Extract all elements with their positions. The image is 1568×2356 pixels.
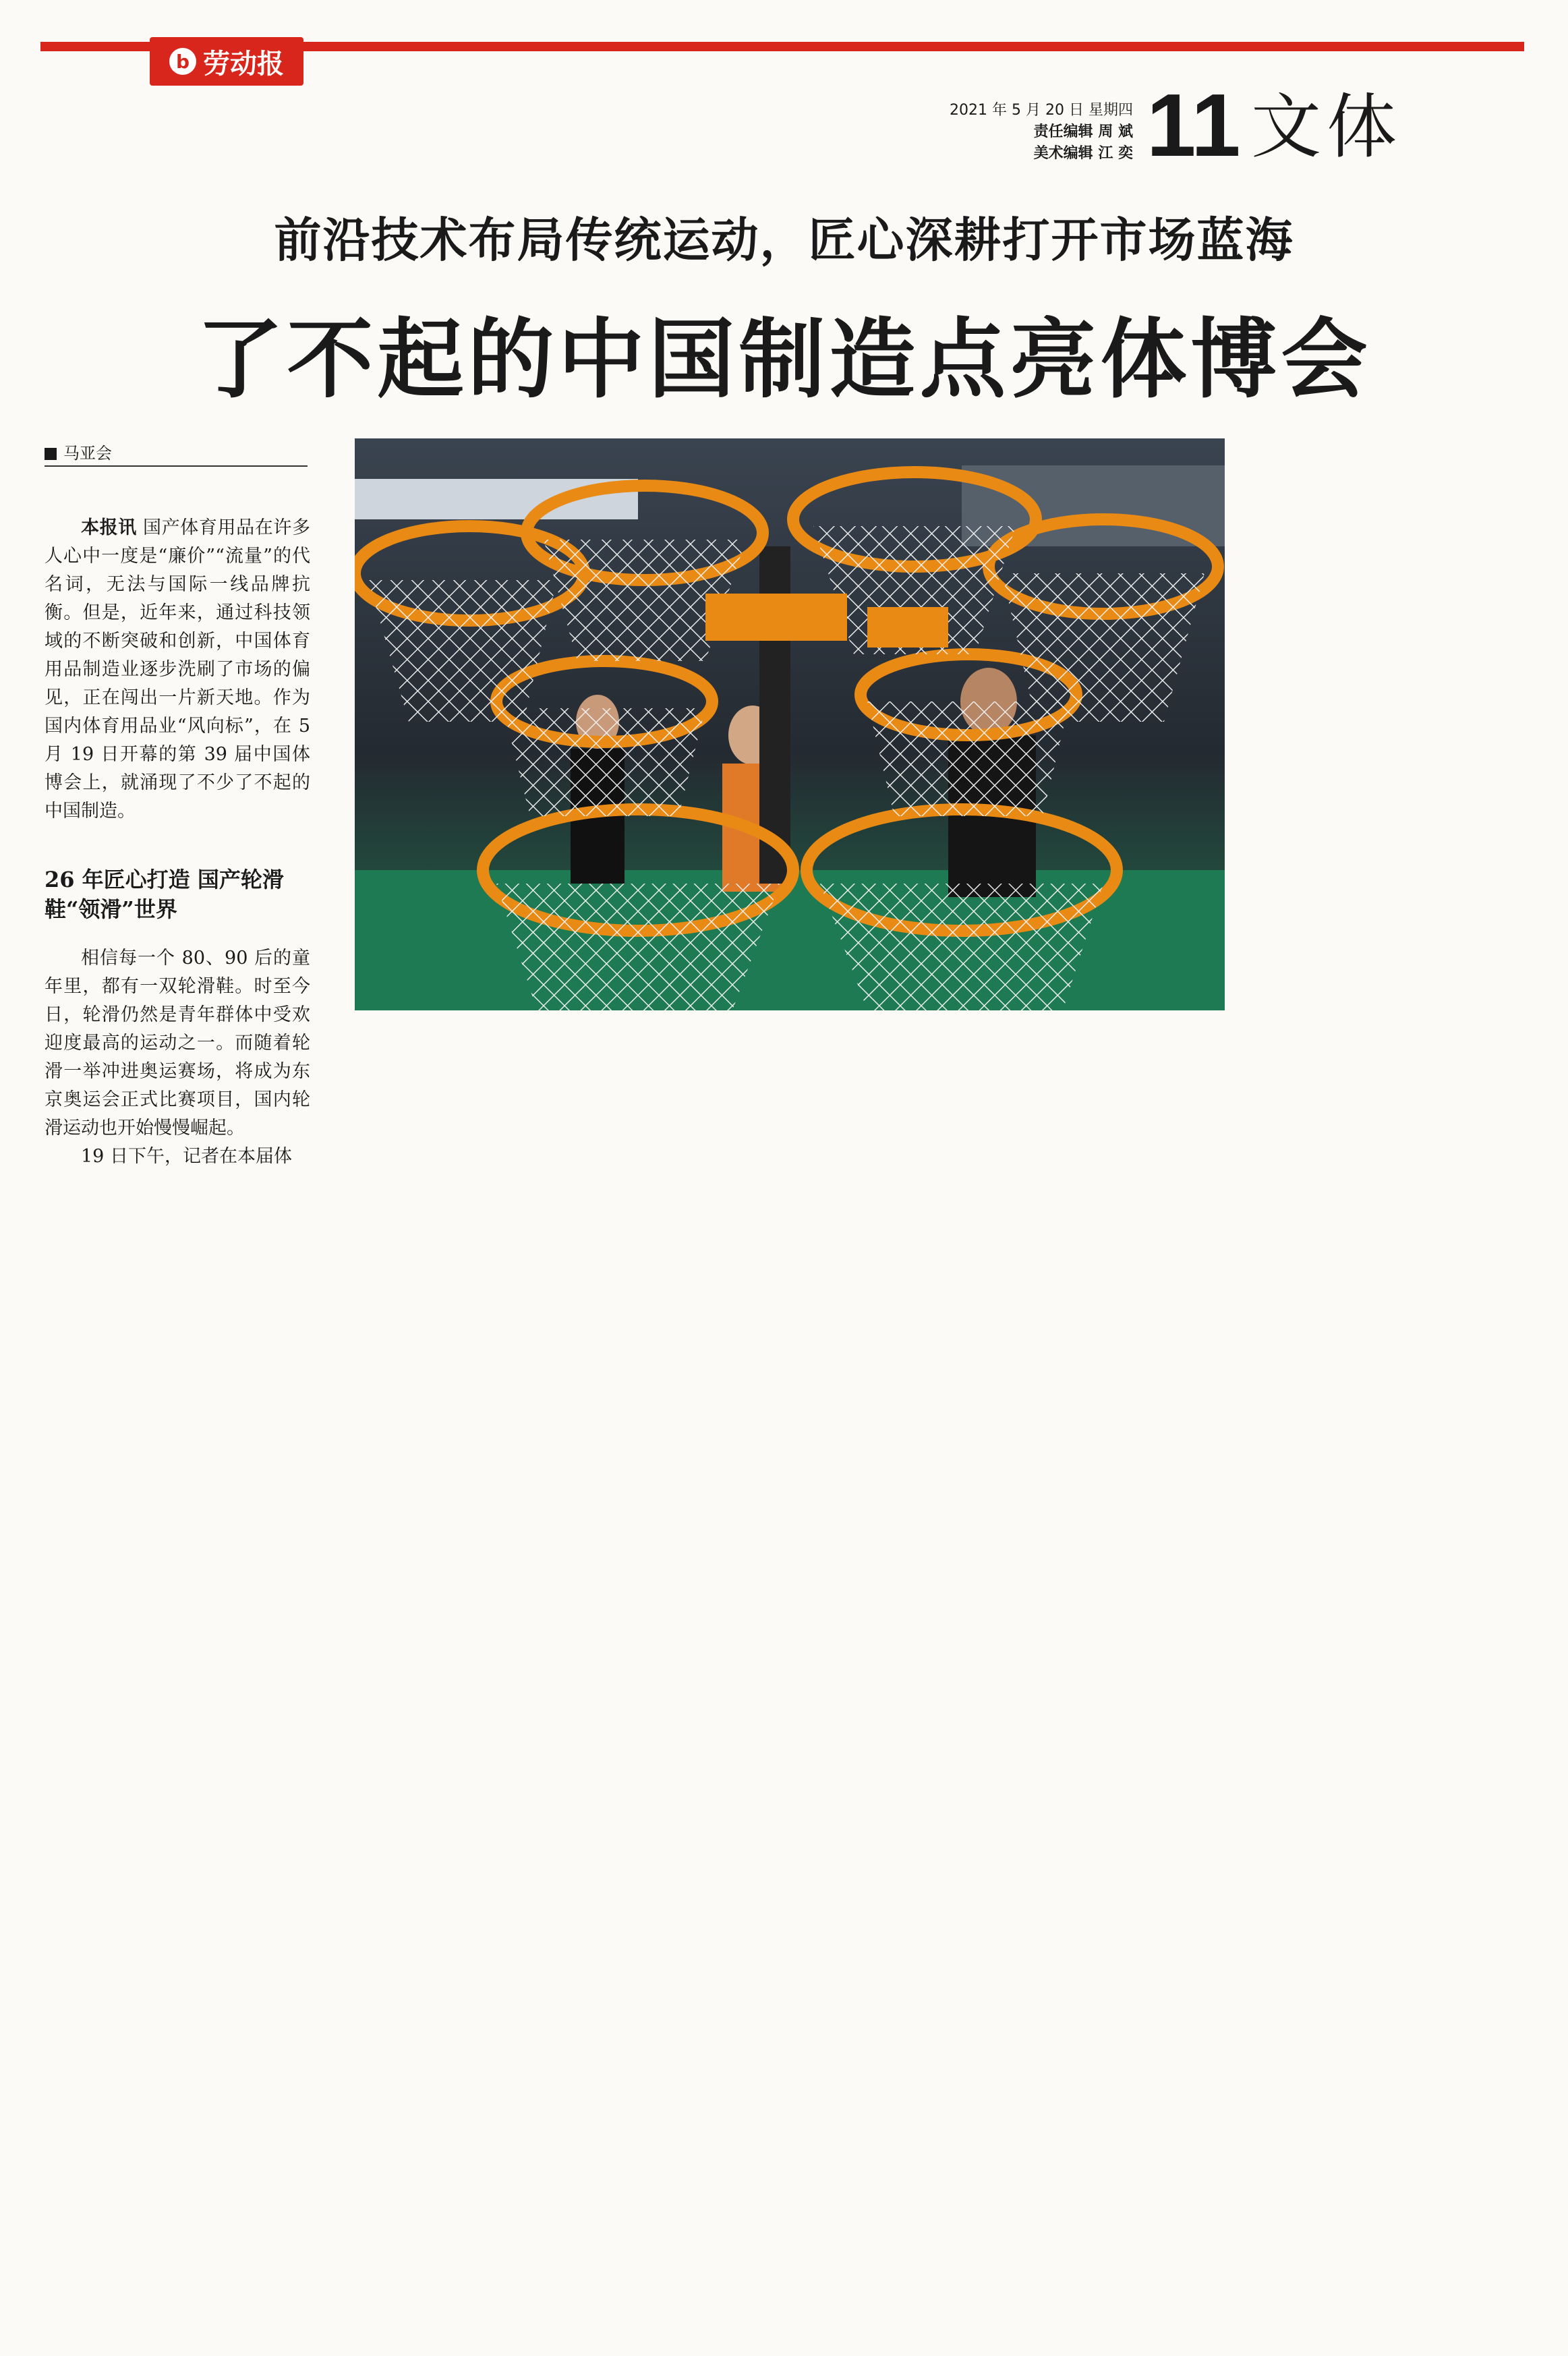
paper-name: 劳动报 (203, 48, 284, 80)
byline (45, 440, 112, 463)
byline-rule (45, 465, 308, 467)
lead-photo (355, 438, 1225, 1010)
section-title: 文体 (1251, 86, 1403, 168)
byline-square-icon (45, 448, 57, 460)
subheadline: 前沿技术布局传统运动，匠心深耕打开市场蓝海 (274, 212, 1294, 268)
byline-author: 马亚会 (63, 444, 112, 463)
editor-credit: 责任编辑 周 斌 (1033, 123, 1133, 140)
section-paragraph-1: 相信每一个 80、90 后的童年里，都有一双轮滑鞋。时至今日，轮滑仍然是青年群体中受欢迎度最高的运动之一。而随着轮滑一举冲进奥运赛场，将成为东京奥运会正式比赛项目，国内轮滑运动也开始慢慢崛起。 (45, 948, 310, 1139)
art-editor-credit: 美术编辑 江 奕 (1033, 145, 1133, 162)
page-number: 11 (1146, 76, 1241, 175)
paper-logo (150, 37, 303, 86)
issue-date: 2021 年 5 月 20 日 星期四 (950, 102, 1133, 119)
main-headline: 了不起的中国制造点亮体博会 (196, 309, 1372, 410)
lead-text: 国产体育用品在许多人心中一度是“廉价”“流量”的代名词，无法与国际一线品牌抗衡。但是，近年来，通过科技领域的不断突破和创新，中国体育用品制造业逐步洗刷了市场的偏见，正在闯出一片新天地。作为国内体育用品业“风向标”，在 5 月 19 日开幕的第 39 届中国体博会上，就涌现了不少了不起的中国制造。 (45, 517, 310, 822)
section-heading: 26 年匠心打造 国产轮滑鞋“领滑”世界 (45, 867, 284, 922)
section-body (45, 944, 310, 1171)
logo-mark-icon: b (169, 48, 196, 75)
basketball-hoops-photo (355, 438, 1225, 1010)
lead-paragraph (45, 514, 310, 826)
lead-tag: 本报讯 (81, 517, 137, 538)
section-paragraph-2: 19 日下午，记者在本届体 (81, 1146, 292, 1167)
header-meta (924, 100, 1133, 165)
